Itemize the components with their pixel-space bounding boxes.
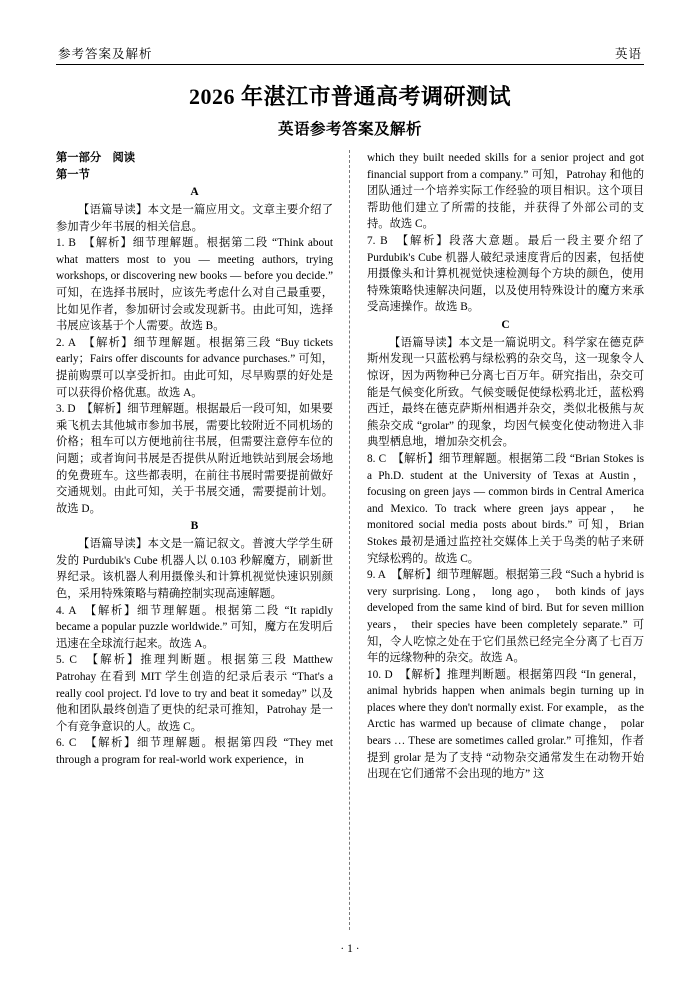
- column-divider: [349, 150, 350, 930]
- running-head-right: 英语: [613, 44, 644, 62]
- running-head-rule: [56, 64, 644, 65]
- answer-item-6: 6. C 【解析】细节理解题。根据第四段 “They met through a program for real-world work experience，in: [56, 737, 333, 766]
- answer-item-5: 5. C 【解析】推理判断题。根据第三段 Matthew Patrohay 在看到 MIT 学生创造的纪录后表示 “That's a really cool project. I'd love to try and beat it someday” 以及他和团队最终创造了更快的纪录可推知，Patrohay 是一个有竞争意识的人。故选 C。: [56, 654, 333, 733]
- answer-item-7: 7. B 【解析】段落大意题。最后一段主要介绍了 Purdubik's Cube 机器人破纪录速度背后的因素，包括使用摄像头和计算机视觉快速检测每个方块的颜色，使用特殊策略快速解决问题，以及使用特殊设计的魔方来承受高速操作。故选 B。: [367, 234, 644, 314]
- answer-item-1: 1. B 【解析】细节理解题。根据第二段 “Think about what matters most to you — meeting authors, trying workshops, or discovering new books — before you decide.” 可知，在选择书展时，应该先考虑什么对自己最重要，比如见作者，参加研讨会或发现新书。由此可知，选择书展应该基于个人需要。故选 B。: [56, 237, 333, 333]
- answer-item-4: 4. A 【解析】细节理解题。根据第二段 “It rapidly became a popular puzzle worldwide.” 可知，魔方在发明后迅速在全球流行起来。故选 A。: [56, 604, 333, 650]
- section-label: 第一节: [56, 168, 90, 181]
- passage-guide-c: 【语篇导读】本文是一篇说明文。科学家在德克萨斯州发现一只蓝松鸦与绿松鸦的杂交鸟，这一现象令人惊讶，因为两物种已分离七百万年。研究指出，杂交可能是气候变化所致。气候变暖促使绿松鸦北迁，蓝松鸦西迁，最终在德克萨斯州相遇并杂交，类似北极熊与灰熊杂交成 “grolar” 的现象，均因气候变化使动物进入非典型栖息地，增加杂交机会。: [367, 336, 644, 449]
- passage-letter-c: C: [501, 318, 510, 331]
- right-column: [367, 150, 644, 930]
- passage-guide-a: 【语篇导读】本文是一篇应用文。文章主要介绍了参加青少年书展的相关信息。: [56, 204, 333, 233]
- left-column: [56, 150, 333, 930]
- page-subtitle: 英语参考答案及解析: [277, 121, 422, 138]
- two-column-body: [56, 150, 644, 930]
- answer-item-6-cont: which they built needed skills for a senior project and got financial support from a company.” 可知，Patrohay 和他的团队通过一个培养实际工作经验的项目相识。这个项目帮助他们建立了所需的技能，并获得了外部公司的支持。故选 C。: [367, 152, 644, 231]
- passage-letter-a: A: [190, 186, 199, 199]
- answer-item-3: 3. D 【解析】细节理解题。根据最后一段可知，如果要乘飞机去其他城市参加书展，需要比较附近不同机场的价格；租车可以方便地前往书展，但需要注意停车位的问题；或者询问书展是否提供从附近地铁站到展会场地的免费班车。这些都表明，在前往书展时需要提前做好交通规划。由此可知，关于书展交通，需要提前计划。故选 D。: [56, 403, 333, 515]
- part-label: 第一部分 阅读: [56, 152, 136, 164]
- running-head-left: 参考答案及解析: [56, 44, 155, 62]
- page-title: 2026 年湛江市普通高考调研测试: [188, 84, 511, 109]
- answer-item-9: 9. A 【解析】细节理解题。根据第三段 “Such a hybrid is very surprising. Long， long ago， both kinds of jays developed from the same kind of bird. But for seven million years， their species have been completely separate.” 可知，令人吃惊之处在于它们虽然已经完全分离了七百万年的远缘物种的杂交。故选 A。: [367, 569, 644, 665]
- passage-letter-b: B: [190, 520, 199, 533]
- running-head: [56, 42, 644, 64]
- answer-item-10: 10. D 【解析】推理判断题。根据第四段 “In general， animal hybrids happen when animals begin turning up in places where they don't normally exist. For example， as the Arctic has warmed up because of climate change， polar bears … These are sometimes called grolar.” 可推知，作者提到 grolar 是为了支持 “动物杂交通常发生在动物开始出现在它们通常不会出现的地方” 这: [367, 668, 644, 781]
- answer-item-8: 8. C 【解析】细节理解题。根据第二段 “Brian Stokes is a Ph.D. student at the University of Texas at Austin，focusing on green jays — common birds in Central America and Mexico. To track where green jays appear， he monitored social media posts about birds.” 可知，Brian Stokes 最初是通过监控社交媒体上关于鸟类的帖子来研究绿松鸦的。故选 C。: [367, 452, 644, 565]
- answer-item-2: 2. A 【解析】细节理解题。根据第三段 “Buy tickets early；Fairs offer discounts for advance purchases.” 可知，提前购票可以享受折扣。由此可知，尽早购票的好处是可以获得价格优惠。故选 A。: [56, 336, 333, 399]
- passage-guide-b: 【语篇导读】本文是一篇记叙文。普渡大学学生研发的 Purdubik's Cube 机器人以 0.103 秒解魔方，刷新世界纪录。该机器人利用摄像头和计算机视觉快速识别颜色，采用特殊策略与精确控制实现高速解题。: [56, 538, 333, 601]
- page-number: · 1 ·: [340, 943, 360, 955]
